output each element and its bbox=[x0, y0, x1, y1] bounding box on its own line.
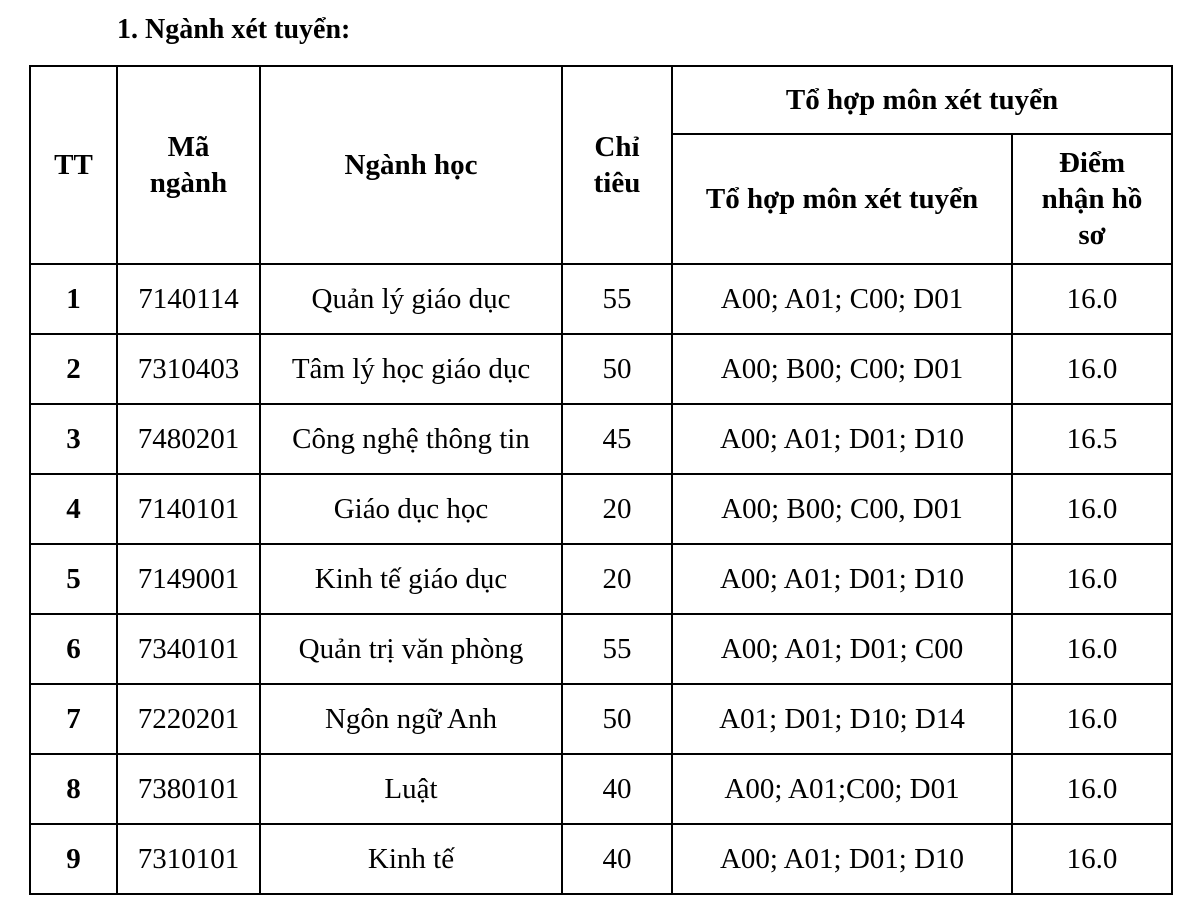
cell-quota: 55 bbox=[562, 614, 672, 684]
cell-code: 7340101 bbox=[117, 614, 260, 684]
header-chi-tieu-line2: tiêu bbox=[593, 167, 641, 199]
cell-combo: A00; A01; D01; D10 bbox=[672, 404, 1012, 474]
cell-name: Ngôn ngữ Anh bbox=[260, 684, 562, 754]
cell-name: Công nghệ thông tin bbox=[260, 404, 562, 474]
cell-quota: 20 bbox=[562, 474, 672, 544]
cell-quota: 40 bbox=[562, 754, 672, 824]
table-row bbox=[30, 614, 1172, 684]
cell-name: Quản lý giáo dục bbox=[260, 264, 562, 334]
header-diem bbox=[1012, 134, 1172, 264]
section-heading: 1. Ngành xét tuyển: bbox=[117, 14, 351, 45]
header-ma-nganh-line1: Mã bbox=[167, 131, 210, 163]
cell-tt: 7 bbox=[30, 684, 117, 754]
header-nganh-hoc: Ngành học bbox=[260, 66, 562, 264]
cell-name: Giáo dục học bbox=[260, 474, 562, 544]
cell-score: 16.0 bbox=[1012, 614, 1172, 684]
cell-combo: A00; A01; C00; D01 bbox=[672, 264, 1012, 334]
table-row bbox=[30, 824, 1172, 894]
cell-code: 7140101 bbox=[117, 474, 260, 544]
cell-score: 16.0 bbox=[1012, 684, 1172, 754]
header-group: Tổ hợp môn xét tuyển bbox=[672, 66, 1172, 134]
cell-score: 16.0 bbox=[1012, 334, 1172, 404]
cell-combo: A00; A01;C00; D01 bbox=[672, 754, 1012, 824]
cell-quota: 45 bbox=[562, 404, 672, 474]
header-row-top bbox=[30, 66, 1172, 134]
cell-tt: 1 bbox=[30, 264, 117, 334]
cell-score: 16.0 bbox=[1012, 264, 1172, 334]
admissions-table bbox=[29, 65, 1173, 895]
cell-quota: 50 bbox=[562, 684, 672, 754]
cell-combo: A00; B00; C00; D01 bbox=[672, 334, 1012, 404]
cell-score: 16.0 bbox=[1012, 474, 1172, 544]
cell-code: 7310101 bbox=[117, 824, 260, 894]
cell-tt: 5 bbox=[30, 544, 117, 614]
cell-code: 7220201 bbox=[117, 684, 260, 754]
cell-tt: 6 bbox=[30, 614, 117, 684]
cell-name: Kinh tế bbox=[260, 824, 562, 894]
table-row bbox=[30, 544, 1172, 614]
cell-combo: A00; B00; C00, D01 bbox=[672, 474, 1012, 544]
header-to-hop: Tổ hợp môn xét tuyển bbox=[672, 134, 1012, 264]
cell-name: Quản trị văn phòng bbox=[260, 614, 562, 684]
cell-score: 16.0 bbox=[1012, 824, 1172, 894]
cell-code: 7310403 bbox=[117, 334, 260, 404]
cell-code: 7480201 bbox=[117, 404, 260, 474]
cell-quota: 55 bbox=[562, 264, 672, 334]
cell-code: 7149001 bbox=[117, 544, 260, 614]
cell-quota: 50 bbox=[562, 334, 672, 404]
cell-tt: 3 bbox=[30, 404, 117, 474]
cell-tt: 8 bbox=[30, 754, 117, 824]
header-tt: TT bbox=[30, 66, 117, 264]
table-body bbox=[30, 264, 1172, 894]
cell-code: 7140114 bbox=[117, 264, 260, 334]
cell-name: Kinh tế giáo dục bbox=[260, 544, 562, 614]
cell-name: Luật bbox=[260, 754, 562, 824]
cell-quota: 40 bbox=[562, 824, 672, 894]
table-row bbox=[30, 334, 1172, 404]
table-row bbox=[30, 474, 1172, 544]
cell-code: 7380101 bbox=[117, 754, 260, 824]
cell-combo: A00; A01; D01; C00 bbox=[672, 614, 1012, 684]
cell-tt: 2 bbox=[30, 334, 117, 404]
cell-combo: A00; A01; D01; D10 bbox=[672, 544, 1012, 614]
header-ma-nganh bbox=[117, 66, 260, 264]
table-header bbox=[30, 66, 1172, 264]
table-row bbox=[30, 404, 1172, 474]
table-row bbox=[30, 264, 1172, 334]
cell-combo: A01; D01; D10; D14 bbox=[672, 684, 1012, 754]
header-diem-line3: sơ bbox=[1078, 219, 1106, 251]
cell-tt: 9 bbox=[30, 824, 117, 894]
header-chi-tieu-line1: Chỉ bbox=[594, 131, 640, 163]
header-chi-tieu bbox=[562, 66, 672, 264]
header-diem-line1: Điểm bbox=[1058, 147, 1126, 179]
cell-tt: 4 bbox=[30, 474, 117, 544]
header-diem-line2: nhận hồ bbox=[1041, 183, 1143, 215]
cell-name: Tâm lý học giáo dục bbox=[260, 334, 562, 404]
cell-quota: 20 bbox=[562, 544, 672, 614]
cell-score: 16.5 bbox=[1012, 404, 1172, 474]
cell-score: 16.0 bbox=[1012, 544, 1172, 614]
table-row bbox=[30, 684, 1172, 754]
cell-score: 16.0 bbox=[1012, 754, 1172, 824]
table-row bbox=[30, 754, 1172, 824]
cell-combo: A00; A01; D01; D10 bbox=[672, 824, 1012, 894]
header-ma-nganh-line2: ngành bbox=[149, 167, 228, 199]
